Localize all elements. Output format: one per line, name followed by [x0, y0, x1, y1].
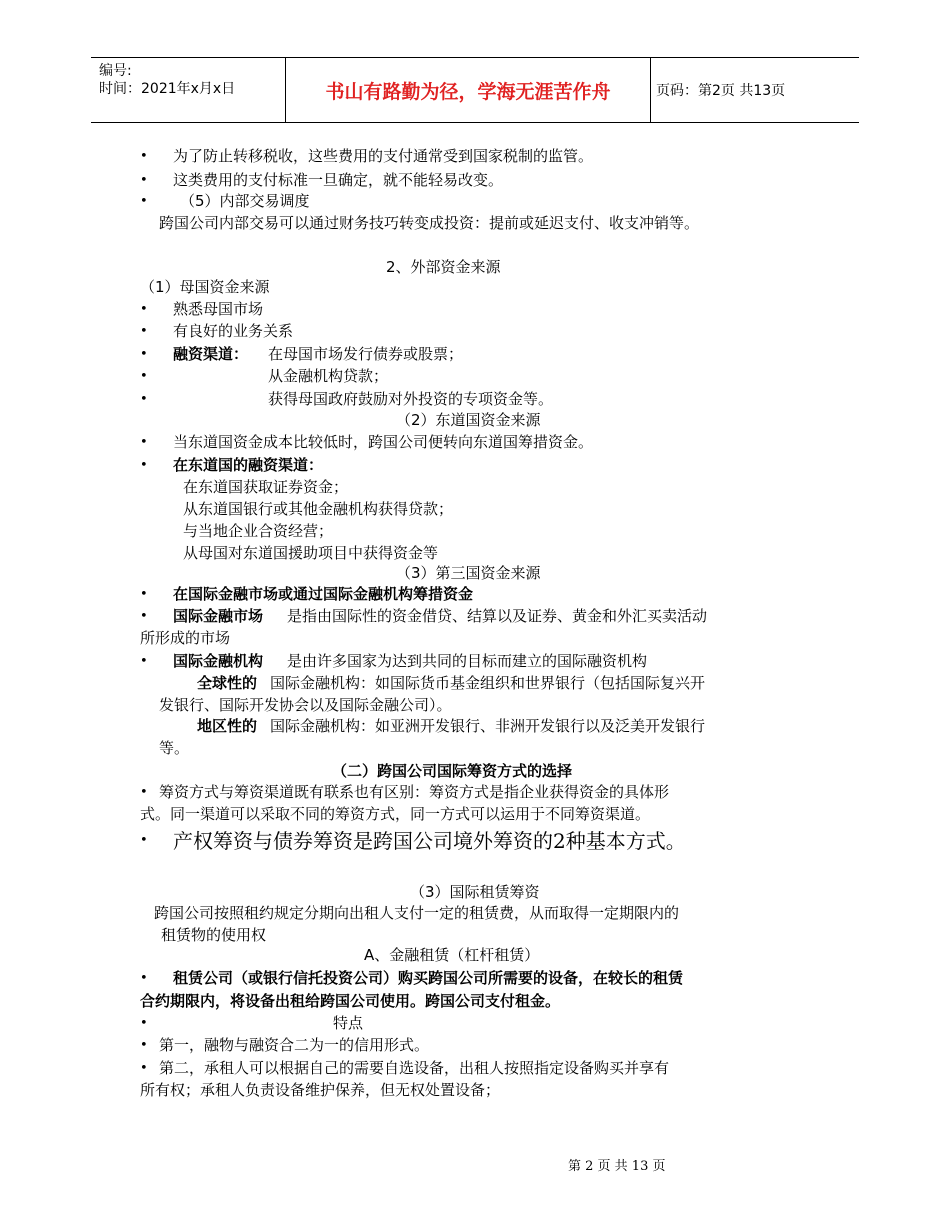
- text-line: 有良好的业务关系: [173, 322, 294, 340]
- text-line: 筹资方式与筹资渠道既有联系也有区别：筹资方式是指企业获得资金的具体形: [159, 783, 670, 801]
- text-line: 式。同一渠道可以采取不同的筹资方式，同一方式可以运用于不同筹资渠道。: [140, 805, 651, 823]
- text-line: 发银行、国际开发协会以及国际金融公司）。: [159, 696, 452, 714]
- page-header: [91, 57, 859, 123]
- text-line: 当东道国资金成本比较低时，跨国公司便转向东道国筹措资金。: [173, 433, 594, 451]
- text-line: 国际金融机构：如亚洲开发银行、非洲开发银行以及泛美开发银行: [270, 717, 706, 735]
- text-line: 所形成的市场: [140, 629, 231, 647]
- text-line: 地区性的: [197, 717, 258, 735]
- text-line: 所有权；承租人负责设备维护保养，但无权处置设备；: [140, 1081, 501, 1099]
- sub-heading: （二）跨国公司国际筹资方式的选择: [332, 762, 573, 780]
- text-line: 国际金融市场: [173, 607, 264, 625]
- text-line: 在东道国的融资渠道：: [173, 456, 324, 474]
- text-line: 合约期限内，将设备出租给跨国公司使用。跨国公司支付租金。: [140, 992, 561, 1010]
- bullet: •: [140, 587, 148, 602]
- number-label: 编号:: [99, 63, 132, 79]
- bullet: •: [140, 347, 148, 362]
- text-line: 从母国对东道国援助项目中获得资金等: [183, 544, 439, 562]
- text-line: 全球性的: [197, 674, 258, 692]
- text-line: 在东道国获取证券资金；: [183, 478, 349, 496]
- time-label: 时间：2021年x月x日: [99, 81, 236, 97]
- text-line: 是指由国际性的资金借贷、结算以及证券、黄金和外汇买卖活动: [287, 607, 708, 625]
- sub-heading: （2）东道国资金来源: [396, 411, 541, 429]
- text-line: 获得母国政府鼓励对外投资的专项资金等。: [268, 390, 554, 408]
- text-line: 是由许多国家为达到共同的目标而建立的国际融资机构: [287, 652, 648, 670]
- text-line: 第二，承租人可以根据自己的需要自选设备，出租人按照指定设备购买并享有: [159, 1059, 670, 1077]
- sub-heading: （1）母国资金来源: [140, 278, 270, 296]
- section-heading: 2、外部资金来源: [386, 258, 501, 276]
- motto: 书山有路勤为径，学海无涯苦作舟: [285, 58, 651, 122]
- text-line: 从东道国银行或其他金融机构获得贷款；: [183, 500, 454, 518]
- text-line: 等。: [159, 739, 190, 757]
- text-line: 第一，融物与融资合二为一的信用形式。: [159, 1036, 430, 1054]
- text-line: 跨国公司内部交易可以通过财务技巧转变成投资：提前或延迟支付、收支冲销等。: [159, 214, 700, 232]
- text-line: 这类费用的支付标准一旦确定，就不能轻易改变。: [173, 171, 504, 189]
- text-line: 产权筹资与债券筹资是跨国公司境外筹资的2种基本方式。: [173, 829, 686, 853]
- bullet: •: [140, 785, 148, 800]
- text-line: 租赁公司（或银行信托投资公司）购买跨国公司所需要的设备，在较长的租赁: [173, 969, 684, 987]
- text-line: 在母国市场发行债券或股票；: [268, 345, 464, 363]
- text-line: 融资渠道：: [173, 345, 249, 363]
- text-line: 租赁物的使用权: [161, 926, 267, 944]
- bullet: •: [140, 1016, 148, 1031]
- bullet: •: [140, 1061, 148, 1076]
- text-line: 跨国公司按照租约规定分期向出租人支付一定的租赁费，从而取得一定期限内的: [154, 904, 680, 922]
- sub-heading: A、金融租赁（杠杆租赁）: [364, 946, 540, 964]
- bullet: •: [140, 369, 148, 384]
- page-footer: 第 2 页 共 13 页: [568, 1159, 666, 1174]
- bullet: •: [140, 609, 148, 624]
- bullet: •: [140, 1038, 148, 1053]
- bullet: •: [140, 654, 148, 669]
- header-left: [99, 62, 285, 98]
- bullet: •: [140, 302, 148, 317]
- bullet: •: [140, 194, 148, 209]
- text-line: 从金融机构贷款；: [268, 367, 389, 385]
- bullet: •: [140, 971, 148, 986]
- text-line: 国际金融机构：如国际货币基金组织和世界银行（包括国际复兴开: [270, 674, 706, 692]
- bullet: •: [140, 833, 148, 848]
- bullet: •: [140, 435, 148, 450]
- sub-heading: （3）第三国资金来源: [396, 564, 541, 582]
- bullet: •: [140, 392, 148, 407]
- text-line: 熟悉母国市场: [173, 300, 264, 318]
- sub-heading: （3）国际租赁筹资: [410, 883, 540, 901]
- text-line: 与当地企业合资经营；: [183, 522, 334, 540]
- page-info: 页码：第2页 共13页: [656, 83, 786, 99]
- bullet: •: [140, 149, 148, 164]
- bullet: •: [140, 324, 148, 339]
- text-line: 为了防止转移税收，这些费用的支付通常受到国家税制的监管。: [173, 147, 594, 165]
- text-line: 在国际金融市场或通过国际金融机构筹措资金: [173, 585, 474, 603]
- bullet: •: [140, 458, 148, 473]
- bullet: •: [140, 173, 148, 188]
- text-line: 特点: [333, 1014, 364, 1032]
- text-line: 国际金融机构: [173, 652, 264, 670]
- text-line: （5）内部交易调度: [180, 192, 310, 210]
